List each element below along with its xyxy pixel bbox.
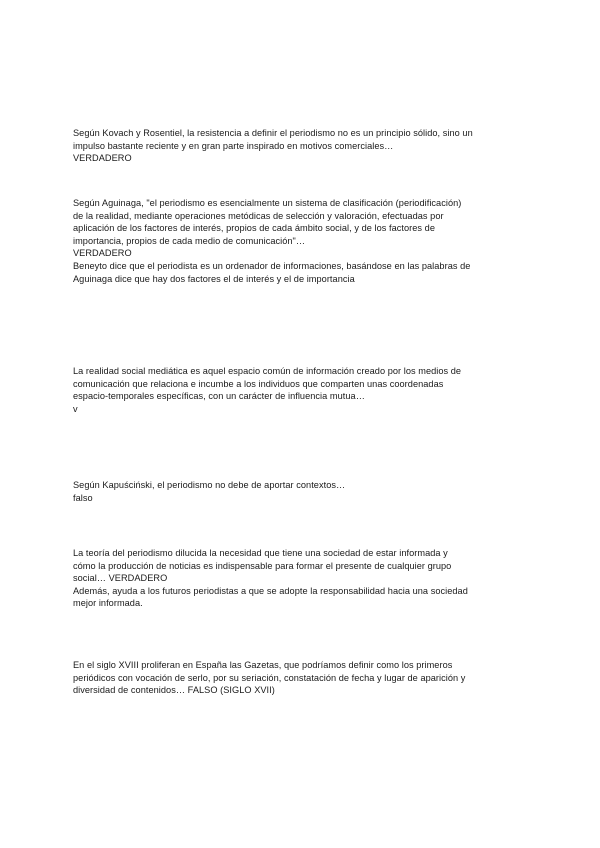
question-block-kovach: [73, 127, 543, 165]
text-line: comunicación que relaciona e incumbe a los individuos que comparten unas coordenadas: [73, 378, 444, 389]
answer-line: v: [73, 403, 78, 414]
answer-line: social… VERDADERO: [73, 573, 168, 584]
text-line: La teoría del periodismo dilucida la necesidad que tiene una sociedad de estar informada y: [73, 548, 448, 558]
question-block-teoria: [73, 547, 543, 610]
text-line: Aguinaga dice que hay dos factores el de interés y el de importancia: [73, 273, 355, 284]
question-block-kapuscinski: [73, 479, 543, 504]
question-block-gazetas: [73, 659, 543, 697]
text-line: espacio-temporales específicas, con un carácter de influencia mutua…: [73, 391, 365, 402]
answer-line: falso: [73, 492, 93, 503]
text-line: de la realidad, mediante operaciones metódicas de selección y valoración, efectuadas por: [73, 210, 444, 221]
text-line: mejor informada.: [73, 598, 143, 609]
text-line: periódicos con vocación de serlo, por su seriación, constatación de fecha y lugar de aparición y: [73, 672, 466, 683]
text-line: Beneyto dice que el periodista es un ordenador de informaciones, basándose en las palabras de: [73, 260, 471, 271]
text-line: aplicación de los factores de interés, propios de cada ámbito social, y de los factores de: [73, 223, 435, 234]
question-block-realidad-social: [73, 365, 543, 415]
answer-line: VERDADERO: [73, 153, 132, 164]
answer-line: diversidad de contenidos… FALSO (SIGLO XVII): [73, 685, 275, 696]
text-line: La realidad social mediática es aquel espacio común de información creado por los medios de: [73, 366, 462, 376]
text-line: Según Aguinaga, "el periodismo es esencialmente un sistema de clasificación (periodificación): [73, 198, 462, 208]
question-block-aguinaga: [73, 197, 543, 285]
text-line: impulso bastante reciente y en gran parte inspirado en motivos comerciales…: [73, 140, 394, 151]
text-line: Además, ayuda a los futuros periodistas a que se adopte la responsabilidad hacia una sociedad: [73, 585, 468, 596]
text-line: importancia, propios de cada medio de comunicación"…: [73, 235, 306, 246]
answer-line: VERDADERO: [73, 248, 132, 259]
text-line: Según Kovach y Rosentiel, la resistencia a definir el periodismo no es un principio sólido, sino un: [73, 128, 473, 138]
text-line: cómo la producción de noticias es indispensable para formar el presente de cualquier grupo: [73, 560, 452, 571]
text-line: Según Kapuściński, el periodismo no debe de aportar contextos…: [73, 480, 346, 490]
text-line: En el siglo XVIII proliferan en España las Gazetas, que podríamos definir como los primeros: [73, 660, 453, 670]
